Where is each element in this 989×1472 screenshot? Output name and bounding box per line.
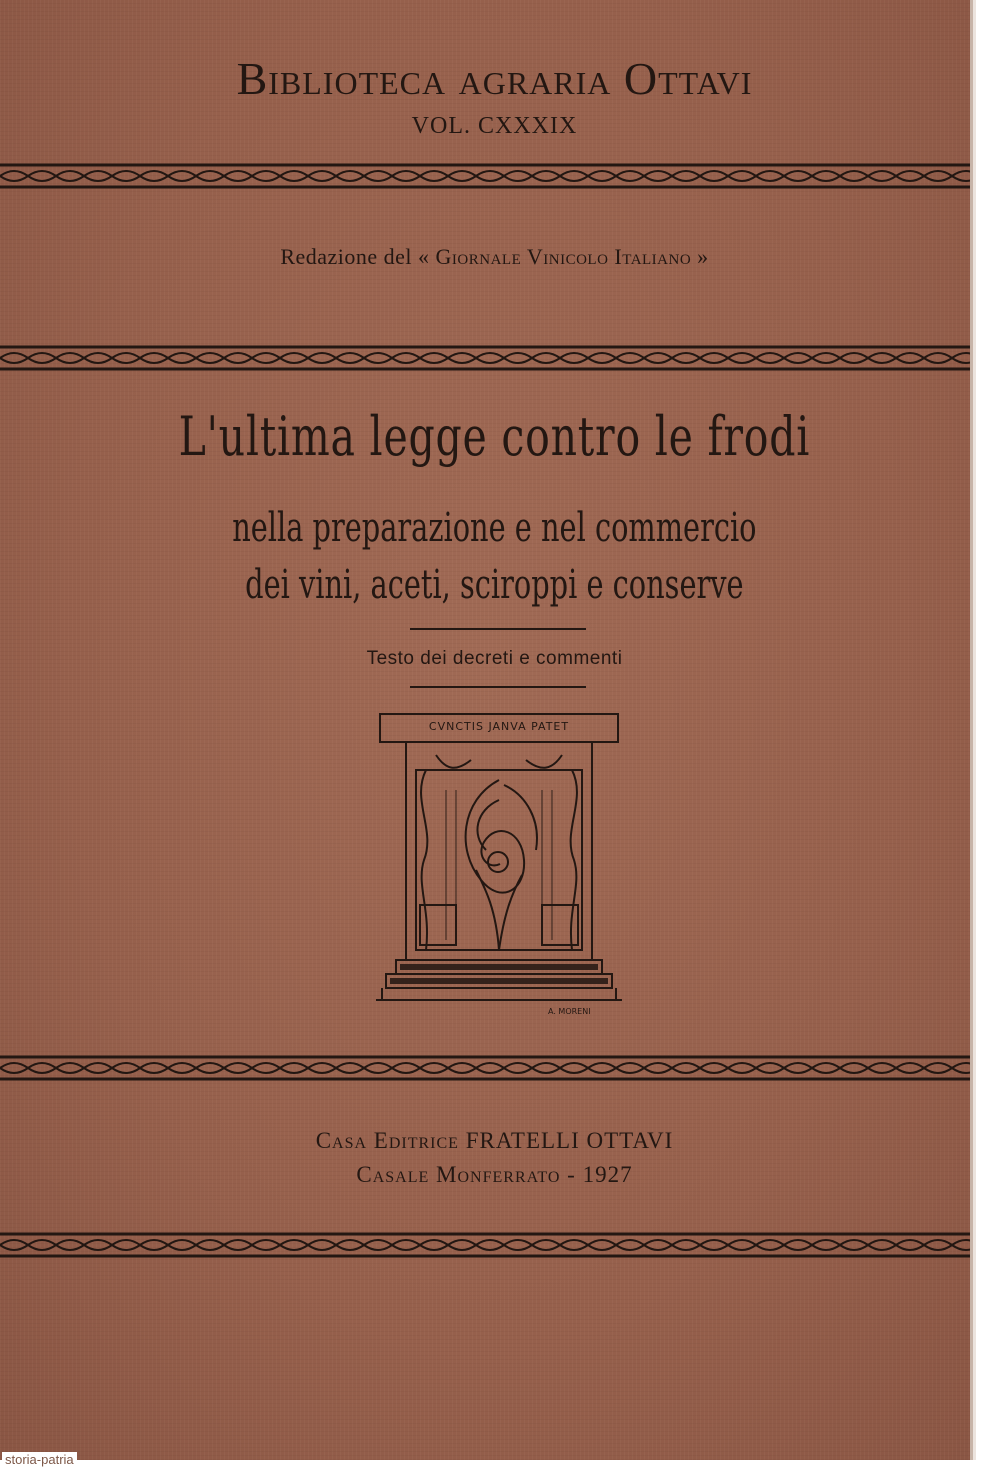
ornamental-border-lower	[0, 1055, 970, 1081]
ornamental-border-upper	[0, 345, 970, 371]
redaction-publication: « Giornale Vinicolo Italiano »	[418, 244, 709, 269]
ornamental-border-top	[0, 163, 970, 189]
emblem-motto: CVNCTIS JANVA PATET	[428, 720, 570, 733]
main-title: L'ultima legge contro le frodi	[178, 405, 811, 468]
tagline: Testo dei decreti e commenti	[366, 648, 623, 669]
braid-pattern	[0, 1232, 970, 1258]
braid-pattern	[0, 163, 970, 189]
subtitle-line-2: dei vini, aceti, sciroppi e conserve	[245, 562, 744, 608]
publisher-city-year: Casale Monferrato - 1927	[356, 1162, 633, 1187]
watermark-text: storia-patria	[2, 1452, 77, 1467]
volume-number: VOL. CXXXIX	[411, 113, 578, 139]
braid-pattern	[0, 1055, 970, 1081]
divider-rule-top	[410, 628, 586, 630]
emblem-signature: A. MORENI	[548, 1007, 591, 1016]
publisher-emblem	[376, 710, 622, 1026]
redaction-prefix: Redazione del	[280, 244, 413, 269]
series-title: Biblioteca agraria Ottavi	[236, 53, 753, 104]
redaction-line	[0, 244, 989, 270]
divider-rule-bottom	[410, 686, 586, 688]
emblem-illustration	[376, 710, 622, 1026]
publisher-name: Casa Editrice FRATELLI OTTAVI	[315, 1128, 674, 1153]
braid-pattern	[0, 345, 970, 371]
ornamental-border-bottom	[0, 1232, 970, 1258]
subtitle-line-1: nella preparazione e nel commercio	[232, 505, 757, 551]
